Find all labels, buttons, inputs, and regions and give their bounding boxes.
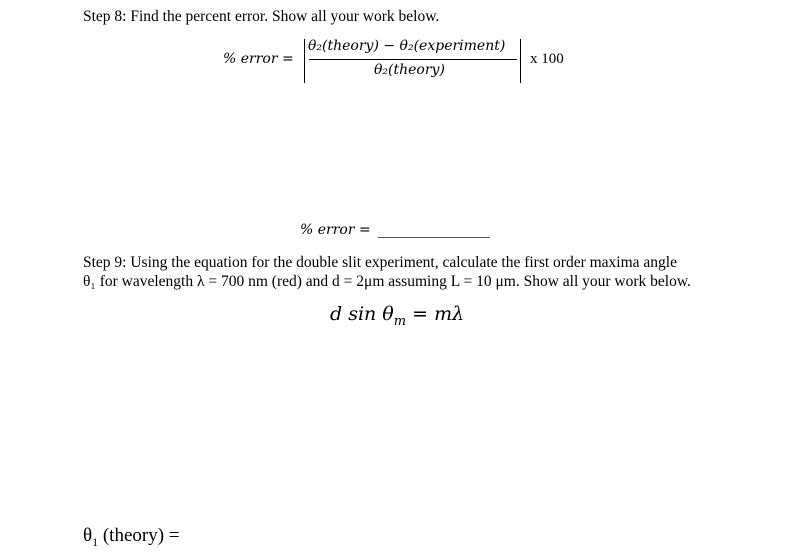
- step-9-instruction-line-1: Step 9: Using the equation for the double slit experiment, calculate the first order maxima angle: [83, 254, 677, 271]
- equation-subscript: m: [393, 313, 407, 329]
- percent-error-answer-blank[interactable]: [378, 237, 490, 238]
- percent-error-result-label: % error =: [300, 222, 371, 238]
- formula-multiplier: x 100: [530, 51, 564, 67]
- theta-symbol: θ: [83, 525, 93, 546]
- double-slit-equation: [330, 303, 464, 329]
- equation-lhs: d sin θ: [330, 303, 394, 325]
- step-8-instruction: Step 8: Find the percent error. Show all your work below.: [83, 8, 440, 25]
- step-9-instruction-line-2: θ₁ for wavelength λ = 700 nm (red) and d = 2μm assuming L = 10 μm. Show all your work below.: [83, 273, 691, 290]
- theta-label: (theory) =: [98, 525, 180, 546]
- absolute-value-bar-left: [304, 39, 305, 83]
- formula-denominator: θ₂(theory): [374, 62, 445, 78]
- theta-subscript: 1: [92, 534, 99, 549]
- absolute-value-bar-right: [520, 39, 521, 83]
- fraction-bar: [309, 59, 517, 60]
- theta-theory-answer-line: [83, 525, 180, 550]
- formula-numerator: θ₂(theory) − θ₂(experiment): [308, 38, 506, 54]
- equation-rhs: = mλ: [406, 303, 465, 325]
- formula-label: % error =: [223, 51, 294, 67]
